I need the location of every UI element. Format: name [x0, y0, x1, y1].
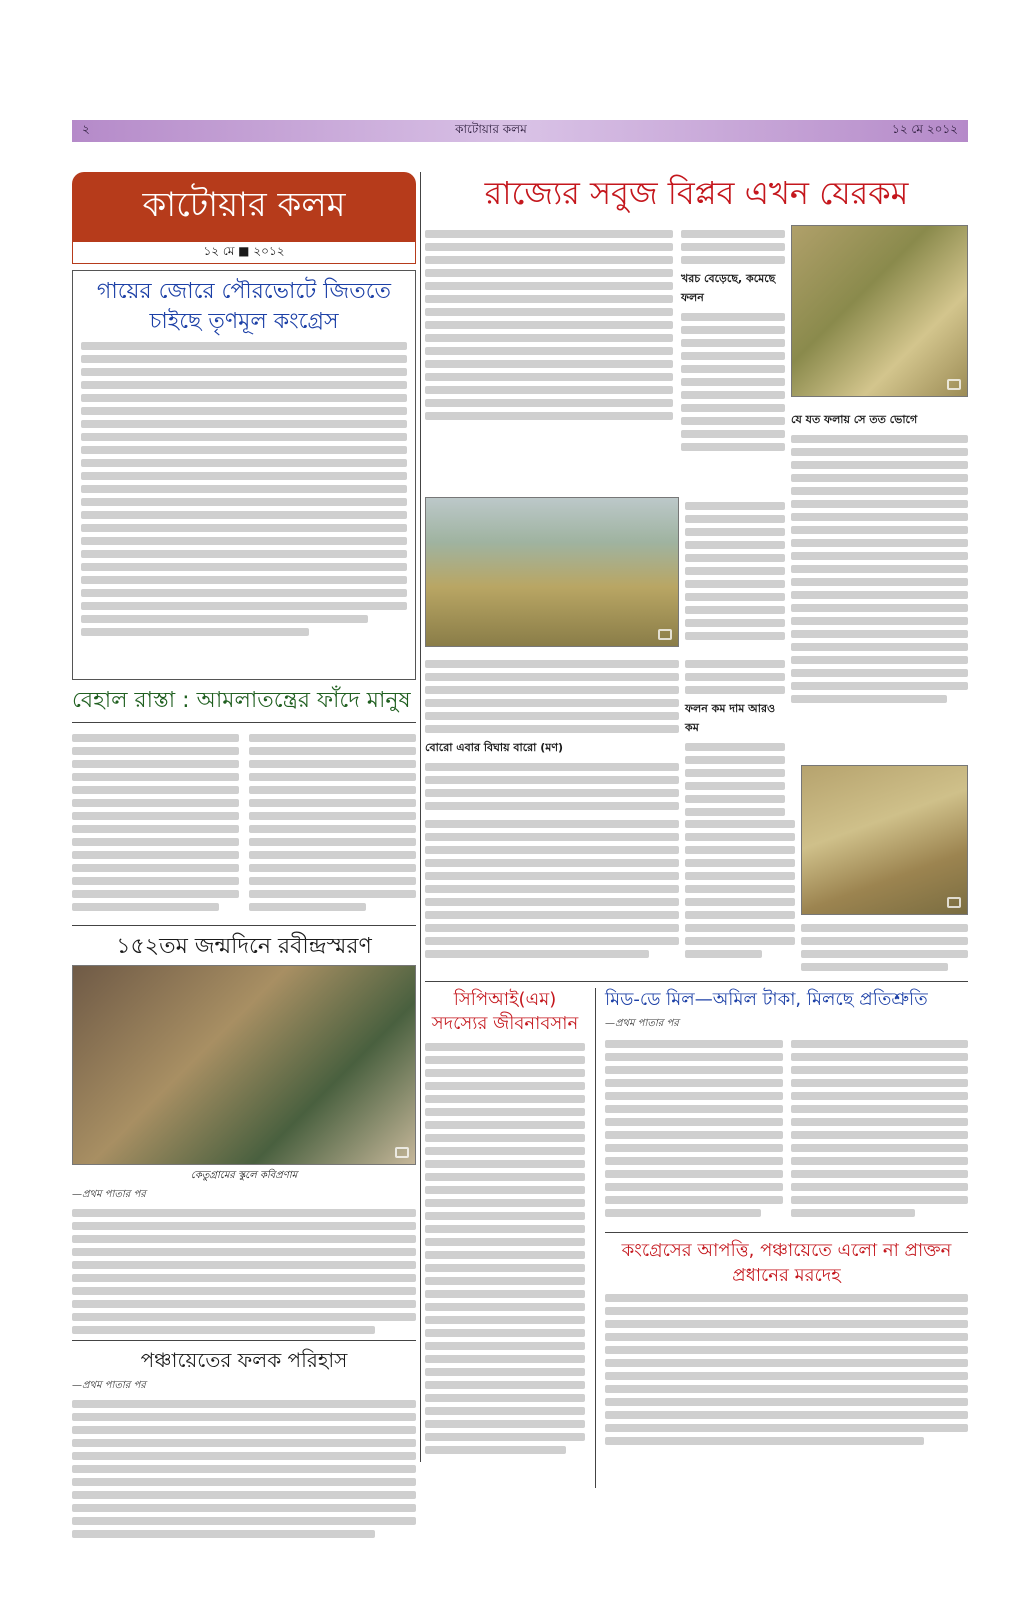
- image-icon: [947, 379, 961, 390]
- column-rule: [420, 172, 421, 1462]
- article-body-col2d: [685, 815, 795, 963]
- inner-rule: [595, 988, 596, 1488]
- masthead-title: কাটোয়ার কলম: [142, 184, 346, 225]
- article-body-col3: [791, 405, 968, 708]
- headline: বেহাল রাস্তা : আমলাতন্ত্রের ফাঁদে মানুষ: [72, 688, 411, 713]
- headline: রাজ্যের সবুজ বিপ্লব এখন যেরকম: [484, 174, 909, 212]
- page-number: ২: [82, 122, 90, 136]
- article-body-col1b: [425, 655, 679, 815]
- harvest-photo-3b: [801, 765, 968, 915]
- lower-right-area: [425, 988, 968, 1488]
- running-header: [72, 120, 968, 142]
- article-body-col2: [681, 225, 785, 456]
- article-body: [72, 1209, 416, 1334]
- headline: সিপিআই(এম) সদস্যের জীবনাবসান: [431, 989, 579, 1035]
- rabindra-photo: [72, 965, 416, 1165]
- subhead: খরচ বেড়েছে, কমেছে ফলন: [681, 272, 776, 305]
- sabuj-continued: [425, 815, 968, 975]
- story-cpim: [425, 988, 585, 1459]
- header-date: ১২ মে ২০১২: [892, 122, 958, 136]
- image-icon: [947, 897, 961, 908]
- article-body: [81, 342, 407, 636]
- article-body-col3b: [801, 919, 968, 976]
- headline: কংগ্রেসের আপত্তি, পঞ্চায়েতে এলো না প্রাক্তন প্রধানের মরদেহ: [621, 1240, 952, 1286]
- paper-name: কাটোয়ার কলম: [455, 122, 527, 136]
- article-body: [605, 1035, 968, 1222]
- subhead: যে যত ফলায় সে তত ভোগে: [791, 413, 918, 427]
- story-lead-left: [72, 270, 416, 680]
- story-rabindra: [72, 932, 416, 1335]
- continued-kicker: —প্রথম পাতার পর: [72, 1189, 146, 1201]
- headline: গায়ের জোরে পৌরভোটে জিততে চাইছে তৃণমূল কংগ্রেস: [96, 279, 392, 334]
- right-column: [425, 172, 968, 1488]
- image-icon: [395, 1147, 409, 1158]
- left-column: [72, 172, 416, 1543]
- article-body: [605, 1294, 968, 1445]
- story-sabuj: [425, 225, 968, 815]
- story-panchayat-falak: [72, 1347, 416, 1538]
- article-body-col1: [425, 225, 673, 425]
- harvest-photo-1: [791, 225, 968, 397]
- masthead-date: ১২ মে ■ ২০১২: [72, 242, 416, 264]
- article-body-col2c: [685, 655, 785, 821]
- headline: পঞ্চায়েতের ফলক পরিহাস: [140, 1348, 348, 1373]
- headline: মিড-ডে মিল—অমিল টাকা, মিলছে প্রতিশ্রুতি: [605, 989, 928, 1011]
- story-behal: [72, 686, 416, 919]
- harvest-photo-2: [425, 497, 679, 647]
- subhead: ফলন কম দাম আরও কম: [685, 702, 776, 735]
- story-congress: [605, 1239, 968, 1445]
- continued-kicker: —প্রথম পাতার পর: [72, 1380, 146, 1392]
- continued-kicker: —প্রথম পাতার পর: [605, 1018, 679, 1030]
- headline: ১৫২তম জন্মদিনে রবীন্দ্রস্মরণ: [116, 933, 372, 959]
- article-body: [72, 1400, 416, 1538]
- story-midday: [605, 988, 968, 1450]
- photo-caption: কেতুগ্রামের স্কুলে কবিপ্রণাম: [190, 1170, 298, 1182]
- subhead: বোরো এবার বিঘায় বারো (মণ): [425, 741, 564, 755]
- article-body: [72, 729, 416, 919]
- masthead: [72, 172, 416, 242]
- article-body: [425, 1043, 585, 1454]
- article-body-col2b: [685, 497, 785, 645]
- image-icon: [658, 629, 672, 640]
- article-body-col1c: [425, 815, 679, 963]
